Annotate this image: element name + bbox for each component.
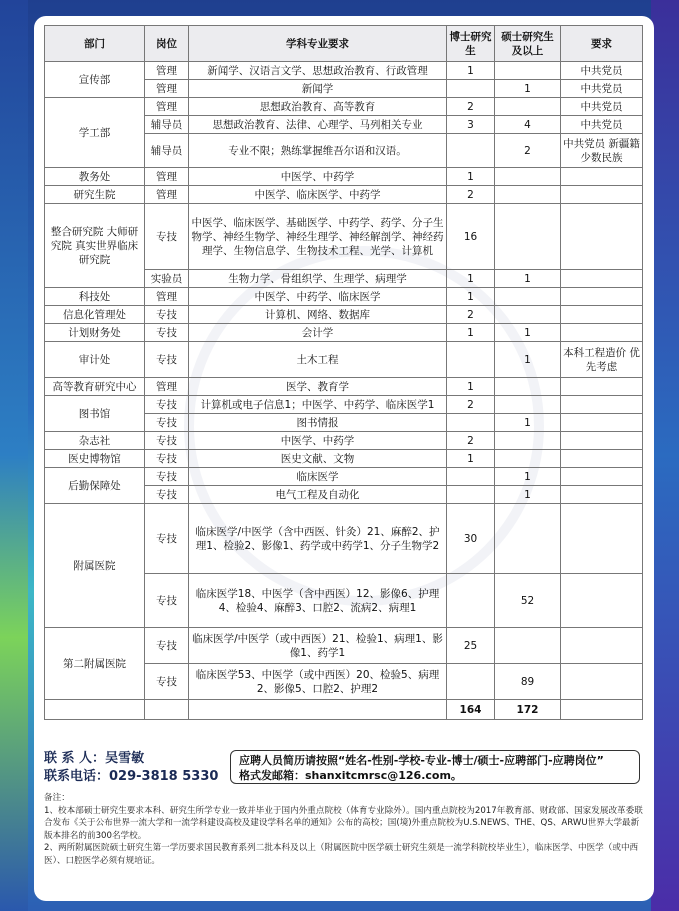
cell-phd: 3: [447, 116, 495, 134]
cell-master: [495, 378, 561, 396]
cell-major: 中医学、中药学、临床医学: [189, 288, 447, 306]
table-row: [45, 186, 643, 204]
cell-master: 1: [495, 342, 561, 378]
cell-post: 专技: [145, 414, 189, 432]
cell-dept: 整合研究院 大师研究院 真实世界临床研究院: [45, 204, 145, 288]
cell-phd: [447, 342, 495, 378]
total-phd: 164: [447, 700, 495, 720]
cell-phd: [447, 414, 495, 432]
cell-master: [495, 168, 561, 186]
cell-req: [561, 414, 643, 432]
cell-master: [495, 628, 561, 664]
cell-dept: 学工部: [45, 98, 145, 168]
apply-email-label: 格式发邮箱：: [239, 769, 305, 782]
cell-dept: 宣传部: [45, 62, 145, 98]
table-row: [45, 628, 643, 664]
cell-major: 新闻学: [189, 80, 447, 98]
cell-req: 中共党员: [561, 116, 643, 134]
table-row: [45, 62, 643, 80]
cell-major: 中医学、临床医学、中药学: [189, 186, 447, 204]
table-row: [45, 306, 643, 324]
cell-req: [561, 486, 643, 504]
cell-major: 临床医学18、中医学（含中西医）12、影像6、护理4、检验4、麻醉3、口腔2、流病2、病理1: [189, 574, 447, 628]
cell-phd: 2: [447, 186, 495, 204]
cell-major: 电气工程及自动化: [189, 486, 447, 504]
contact-person-name: 吴雪敏: [105, 751, 145, 766]
cell-master: [495, 432, 561, 450]
cell-post: 管理: [145, 80, 189, 98]
left-decor-stripe: [0, 0, 28, 911]
cell-major: 中医学、临床医学、基础医学、中药学、药学、分子生物学、神经生物学、神经生理学、神经解剖学、神经药理学、生物信息学、生物技术工程、光学、计算机: [189, 204, 447, 270]
cell-dept: 图书馆: [45, 396, 145, 432]
cell-major: 专业不限；熟练掌握维吾尔语和汉语。: [189, 134, 447, 168]
cell-post: 专技: [145, 342, 189, 378]
cell-master: 89: [495, 664, 561, 700]
contact-person-row: [44, 750, 224, 768]
cell-major: 思想政治教育、高等教育: [189, 98, 447, 116]
cell-post: 专技: [145, 324, 189, 342]
table-row: [45, 168, 643, 186]
table-row: [45, 504, 643, 574]
apply-email-address[interactable]: shanxitcmrsc@126.com。: [305, 769, 462, 782]
cell-dept: 研究生院: [45, 186, 145, 204]
cell-phd: [447, 486, 495, 504]
table-row: [45, 324, 643, 342]
cell-master: 1: [495, 468, 561, 486]
cell-dept: 审计处: [45, 342, 145, 378]
header-post: 岗位: [145, 26, 189, 62]
cell-post: 专技: [145, 450, 189, 468]
cell-req: [561, 432, 643, 450]
table-row: [45, 98, 643, 116]
header-req: 要求: [561, 26, 643, 62]
cell-req: 本科工程造价 优先考虑: [561, 342, 643, 378]
cell-major: 临床医学/中医学（或中西医）21、检验1、病理1、影像1、药学1: [189, 628, 447, 664]
cell-major: 会计学: [189, 324, 447, 342]
table-row: [45, 432, 643, 450]
cell-major: 临床医学: [189, 468, 447, 486]
cell-major: 医学、教育学: [189, 378, 447, 396]
cell-master: [495, 450, 561, 468]
cell-phd: 1: [447, 168, 495, 186]
cell-post: 管理: [145, 186, 189, 204]
cell-post: 管理: [145, 378, 189, 396]
cell-phd: 2: [447, 396, 495, 414]
cell-master: 1: [495, 324, 561, 342]
cell-master: [495, 288, 561, 306]
table-row: [45, 288, 643, 306]
header-phd: 博士研究生: [447, 26, 495, 62]
cell-master: [495, 306, 561, 324]
cell-master: 1: [495, 486, 561, 504]
recruitment-card: [34, 16, 654, 901]
total-empty-cell: [145, 700, 189, 720]
cell-post: 专技: [145, 574, 189, 628]
contact-phone-number[interactable]: 029-3818 5330: [109, 769, 219, 784]
cell-major: 临床医学/中医学（含中西医、针灸）21、麻醉2、护理1、检验2、影像1、药学或中药学1、分子生物学2: [189, 504, 447, 574]
total-master: 172: [495, 700, 561, 720]
cell-master: [495, 98, 561, 116]
table-row: [45, 450, 643, 468]
apply-email-row: [239, 768, 631, 783]
cell-master: 1: [495, 270, 561, 288]
cell-post: 专技: [145, 204, 189, 270]
cell-phd: 1: [447, 288, 495, 306]
table-header-row: [45, 26, 643, 62]
cell-post: 专技: [145, 396, 189, 414]
cell-major: 思想政治教育、法律、心理学、马列相关专业: [189, 116, 447, 134]
cell-req: 中共党员: [561, 98, 643, 116]
cell-phd: 1: [447, 324, 495, 342]
cell-dept: 第二附属医院: [45, 628, 145, 700]
cell-major: 新闻学、汉语言文学、思想政治教育、行政管理: [189, 62, 447, 80]
cell-phd: 1: [447, 450, 495, 468]
cell-master: 1: [495, 80, 561, 98]
cell-phd: [447, 80, 495, 98]
total-empty-cell: [561, 700, 643, 720]
cell-req: [561, 186, 643, 204]
cell-major: 计算机或电子信息1；中医学、中药学、临床医学1: [189, 396, 447, 414]
cell-phd: [447, 574, 495, 628]
note-1: 1、校本部硕士研究生要求本科、研究生所学专业一致并毕业于国内外重点院校（体育专业除外）。国内重点院校为2017年教育部、财政部、国家发展改革委联合发布《关于公布世界一流大学和一流学科建设高校及建设学科名单的通知》公布的高校；国(境)外重点院校为U.S.NEWS、THE、QS、ARWU世界大学最新版本排名的前300名学校。: [44, 805, 643, 841]
cell-req: [561, 204, 643, 270]
cell-post: 专技: [145, 628, 189, 664]
cell-req: [561, 574, 643, 628]
cell-dept: 医史博物馆: [45, 450, 145, 468]
cell-post: 管理: [145, 98, 189, 116]
cell-post: 实验员: [145, 270, 189, 288]
cell-req: [561, 270, 643, 288]
cell-phd: 30: [447, 504, 495, 574]
cell-post: 专技: [145, 504, 189, 574]
table-row: [45, 204, 643, 270]
cell-phd: [447, 664, 495, 700]
cell-master: 4: [495, 116, 561, 134]
table-row: [45, 342, 643, 378]
table-row: [45, 468, 643, 486]
cell-major: 中医学、中药学: [189, 168, 447, 186]
note-2: 2、两所附属医院硕士研究生第一学历要求国民教育系列二批本科及以上（附属医院中医学硕士研究生须是一流学科院校毕业生），临床医学、中医学（或中西医）、口腔医学必须有规培证。: [44, 843, 639, 866]
cell-req: [561, 468, 643, 486]
cell-dept: 教务处: [45, 168, 145, 186]
cell-post: 辅导员: [145, 116, 189, 134]
cell-req: [561, 378, 643, 396]
cell-phd: [447, 134, 495, 168]
cell-req: 中共党员 新疆籍少数民族: [561, 134, 643, 168]
cell-dept: 后勤保障处: [45, 468, 145, 504]
cell-major: 计算机、网络、数据库: [189, 306, 447, 324]
cell-req: [561, 396, 643, 414]
cell-phd: 25: [447, 628, 495, 664]
notes-section: [44, 792, 644, 867]
cell-phd: 2: [447, 306, 495, 324]
total-empty-cell: [189, 700, 447, 720]
cell-phd: [447, 468, 495, 486]
cell-major: 医史文献、文物: [189, 450, 447, 468]
cell-req: [561, 324, 643, 342]
cell-post: 管理: [145, 288, 189, 306]
cell-req: [561, 306, 643, 324]
contact-person-label: 联 系 人：: [44, 751, 106, 766]
cell-master: [495, 186, 561, 204]
cell-req: [561, 628, 643, 664]
notes-title: 备注：: [44, 793, 70, 803]
cell-req: [561, 168, 643, 186]
cell-major: 图书情报: [189, 414, 447, 432]
cell-dept: 计划财务处: [45, 324, 145, 342]
cell-phd: 2: [447, 98, 495, 116]
cell-major: 中医学、中药学: [189, 432, 447, 450]
contact-phone-label: 联系电话：: [44, 769, 110, 784]
table-row: [45, 378, 643, 396]
cell-req: [561, 504, 643, 574]
cell-master: [495, 62, 561, 80]
cell-dept: 附属医院: [45, 504, 145, 628]
cell-master: 1: [495, 414, 561, 432]
total-empty-cell: [45, 700, 145, 720]
cell-phd: 1: [447, 270, 495, 288]
cell-post: 辅导员: [145, 134, 189, 168]
cell-phd: 1: [447, 62, 495, 80]
cell-master: 52: [495, 574, 561, 628]
cell-req: [561, 664, 643, 700]
cell-phd: 1: [447, 378, 495, 396]
table-row: [45, 396, 643, 414]
cell-req: 中共党员: [561, 62, 643, 80]
cell-post: 专技: [145, 486, 189, 504]
apply-format-text: 应聘人员简历请按照“姓名-性别-学校-专业-博士/硕士-应聘部门-应聘岗位”: [239, 754, 604, 767]
cell-post: 管理: [145, 62, 189, 80]
contact-info: [44, 750, 224, 786]
table-body: [45, 62, 643, 720]
application-instructions: [230, 750, 640, 784]
cell-dept: 杂志社: [45, 432, 145, 450]
cell-major: 生物力学、骨组织学、生理学、病理学: [189, 270, 447, 288]
header-major: 学科专业要求: [189, 26, 447, 62]
right-decor-stripe: [651, 0, 679, 911]
contact-phone-row: [44, 768, 224, 786]
totals-row: [45, 700, 643, 720]
cell-phd: 16: [447, 204, 495, 270]
cell-req: [561, 450, 643, 468]
cell-post: 专技: [145, 432, 189, 450]
cell-post: 管理: [145, 168, 189, 186]
cell-dept: 信息化管理处: [45, 306, 145, 324]
cell-phd: 2: [447, 432, 495, 450]
cell-post: 专技: [145, 664, 189, 700]
header-master: 硕士研究生及以上: [495, 26, 561, 62]
cell-dept: 高等教育研究中心: [45, 378, 145, 396]
cell-major: 土木工程: [189, 342, 447, 378]
cell-dept: 科技处: [45, 288, 145, 306]
cell-master: [495, 396, 561, 414]
cell-req: [561, 288, 643, 306]
cell-master: [495, 504, 561, 574]
header-dept: 部门: [45, 26, 145, 62]
cell-post: 专技: [145, 468, 189, 486]
cell-master: [495, 204, 561, 270]
cell-post: 专技: [145, 306, 189, 324]
cell-master: 2: [495, 134, 561, 168]
recruitment-table: [44, 25, 643, 720]
cell-major: 临床医学53、中医学（或中西医）20、检验5、病理2、影像5、口腔2、护理2: [189, 664, 447, 700]
cell-req: 中共党员: [561, 80, 643, 98]
